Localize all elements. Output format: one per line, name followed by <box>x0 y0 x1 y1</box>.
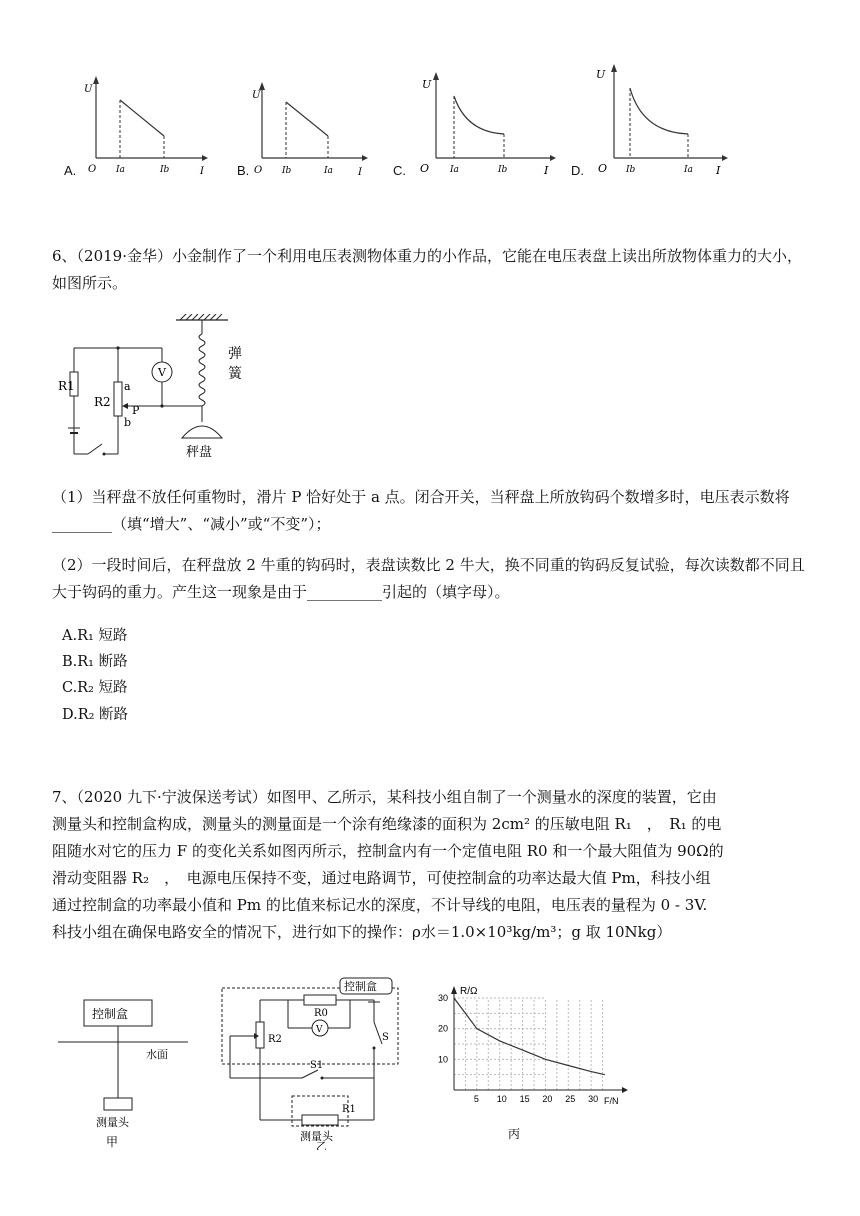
u-axis-label: U <box>422 78 432 91</box>
q6-choice-a[interactable]: A.R₁ 短路 <box>62 628 128 644</box>
yi-head-label: 测量头 <box>300 1131 333 1143</box>
option-b-letter[interactable]: B. <box>237 163 250 178</box>
i-axis-label: I <box>544 164 549 177</box>
a-label: a <box>124 380 131 393</box>
origin-label: O <box>598 162 608 175</box>
jia-caption: 甲 <box>106 1135 119 1148</box>
option-c-letter[interactable]: C. <box>393 163 406 178</box>
yi-voltmeter-label: V <box>316 1025 323 1035</box>
p-label: P <box>132 404 140 417</box>
x-tick-label: 5 <box>473 1094 479 1104</box>
y-axis-label: R/Ω <box>460 986 478 997</box>
r0-label: R0 <box>314 1008 328 1019</box>
x-tick-1: Ia <box>450 165 459 175</box>
water-surface-label: 水面 <box>146 1049 168 1061</box>
yi-box-label: 控制盒 <box>344 981 377 993</box>
spring-label-2: 簧 <box>228 365 242 381</box>
q6-choice-b[interactable]: B.R₁ 断路 <box>62 654 128 670</box>
fig-bing-chart <box>428 980 628 1140</box>
yi-r1-label: R1 <box>342 1104 356 1115</box>
q6-part1: （1）当秤盘不放任何重物时，滑片 P 恰好处于 a 点。闭合开关，当秤盘上所放钩码个数增多时，电压表示数将________（填“增大”、“减小”或“不变”）； <box>52 488 790 533</box>
option-c-graph <box>410 66 560 182</box>
x-tick-label: 25 <box>565 1094 576 1104</box>
i-axis-label: I <box>716 164 721 177</box>
x-tick-1: Ib <box>282 166 292 176</box>
y-tick-label: 20 <box>438 1023 449 1034</box>
option-b-graph <box>236 78 376 182</box>
jia-head-label: 测量头 <box>96 1117 129 1129</box>
option-a-letter[interactable]: A. <box>64 163 77 178</box>
y-tick-label: 30 <box>438 993 449 1003</box>
x-axis-label: F/N <box>604 1096 619 1106</box>
x-tick-2: Ia <box>684 165 693 175</box>
bing-caption: 丙 <box>508 1127 521 1140</box>
x-tick-2: Ib <box>160 165 170 175</box>
u-axis-label: U <box>252 90 261 101</box>
yi-caption: 乙 <box>316 1141 327 1150</box>
jia-box-label: 控制盒 <box>92 1007 129 1021</box>
r2-label: R2 <box>94 395 111 409</box>
q6-circuit-figure <box>58 314 298 464</box>
spring-label: 弹 <box>228 345 242 361</box>
origin-label: O <box>254 165 263 176</box>
option-d-letter[interactable]: D. <box>571 163 584 178</box>
x-tick-label: 30 <box>588 1094 599 1104</box>
fig-yi <box>212 970 408 1150</box>
i-axis-label: I <box>358 167 362 178</box>
i-axis-label: I <box>200 166 204 177</box>
origin-label: O <box>88 164 97 175</box>
x-tick-label: 15 <box>519 1094 530 1104</box>
x-tick-1: Ia <box>116 165 125 175</box>
u-axis-label: U <box>84 84 93 95</box>
origin-label: O <box>420 162 430 175</box>
yi-r2-label: R2 <box>268 1034 282 1045</box>
q7-line-6: 科技小组在确保电路安全的情况下，进行如下的操作：ρ水＝1.0×10³kg/m³；g 取 10Nkg） <box>52 923 672 941</box>
q6-choice-c[interactable]: C.R₂ 短路 <box>62 680 128 696</box>
q7-line-2: 测量头和控制盒构成，测量头的测量面是一个涂有绝缘漆的面积为 2cm² 的压敏电阻 R₁ ， R₁ 的电 <box>52 815 722 833</box>
q6-header: 6、（2019·金华）小金制作了一个利用电压表测物体重力的小作品，它能在电压表盘上读出所放物体重力的大小，如图所示。 <box>52 247 802 292</box>
pan-label: 秤盘 <box>186 444 213 459</box>
q6-part2: （2）一段时间后，在秤盘放 2 牛重的钩码时，表盘读数比 2 牛大，换不同重的钩码反复试验，每次读数都不同且大于钩码的重力。产生这一现象是由于__________引起的（填字母）。 <box>52 556 805 601</box>
x-tick-1: Ib <box>626 165 636 175</box>
chart-grid <box>454 998 603 1090</box>
b-label: b <box>124 416 132 429</box>
x-tick-2: Ib <box>498 165 508 175</box>
y-tick-label: 10 <box>438 1054 449 1065</box>
q7-line-3: 阻随水对它的压力 F 的变化关系如图丙所示，控制盒内有一个定值电阻 R0 和一个最大阻值为 90Ω的 <box>52 842 724 860</box>
yi-s1-label: S1 <box>310 1060 324 1071</box>
option-d-graph <box>588 58 738 182</box>
voltmeter-label: V <box>158 366 166 379</box>
u-axis-label: U <box>596 68 606 81</box>
q7-line-1: 7、（2020 九下·宁波保送考试）如图甲、乙所示，某科技小组自制了一个测量水的深度的装置，它由 <box>52 788 717 806</box>
x-tick-label: 10 <box>496 1094 507 1104</box>
r1-label: R1 <box>58 379 75 393</box>
q6-choice-d[interactable]: D.R₂ 断路 <box>62 707 129 723</box>
x-tick-label: 20 <box>542 1094 553 1104</box>
x-tick-2: Ia <box>324 166 333 176</box>
q7-line-5: 通过控制盒的功率最小值和 Pm 的比值来标记水的深度，不计导线的电阻，电压表的量程为 0 - 3V. <box>52 896 708 914</box>
fig-jia <box>58 988 198 1148</box>
option-a-graph <box>62 70 212 182</box>
yi-s-label: S <box>382 1032 389 1043</box>
q7-line-4: 滑动变阻器 R₂ ， 电源电压保持不变，通过电路调节，可使控制盒的功率达最大值 Pm，科技小组 <box>52 869 711 887</box>
